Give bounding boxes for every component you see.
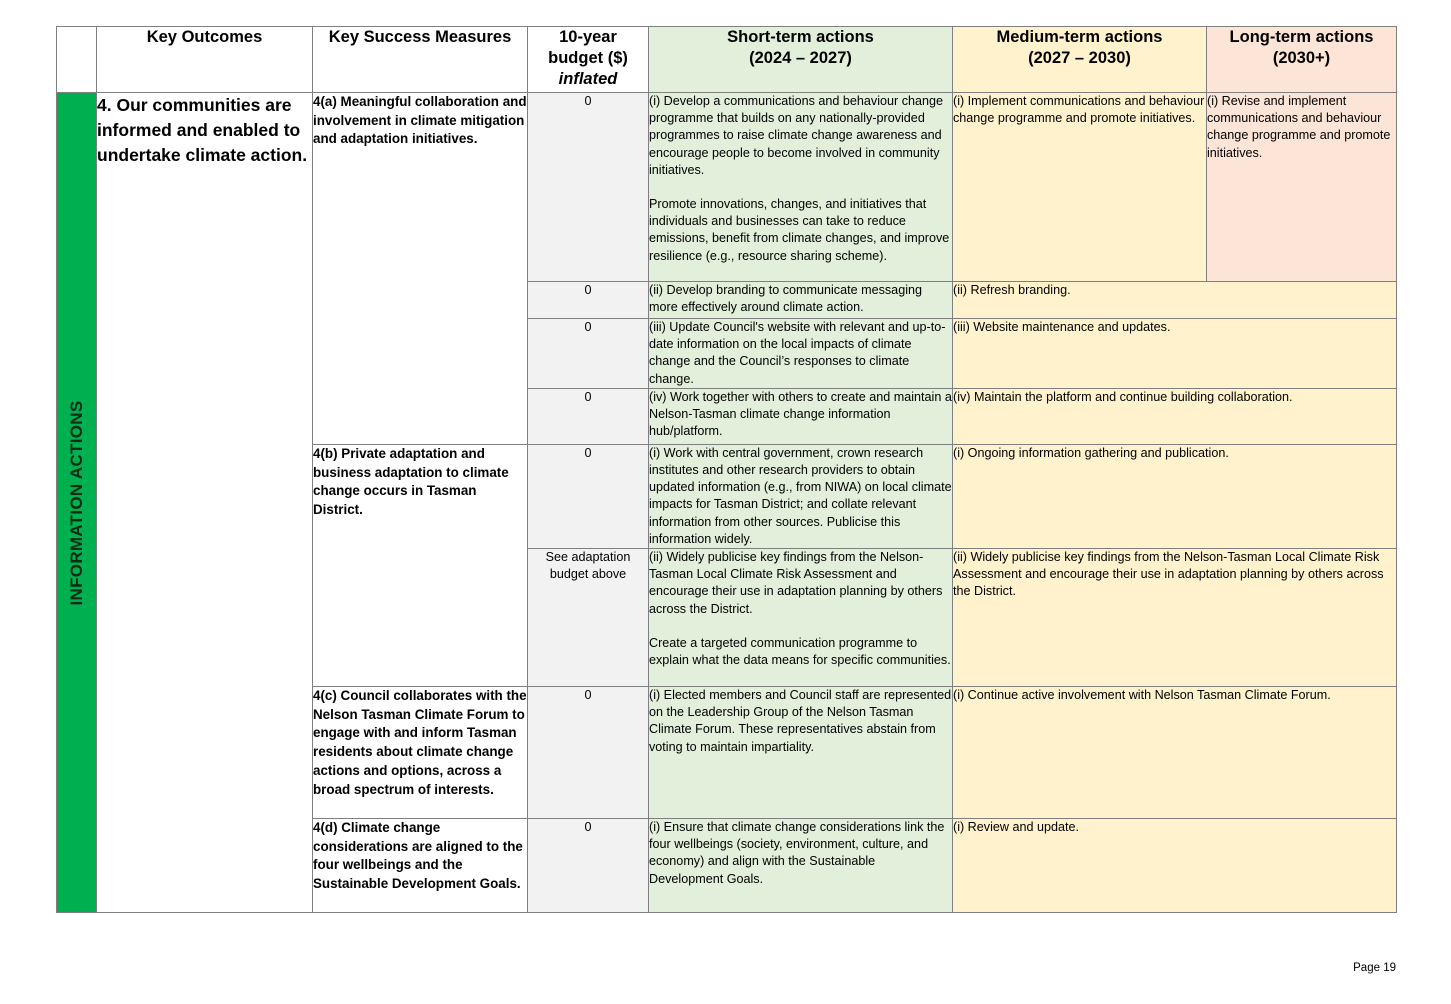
- budget-cell: 0: [528, 819, 649, 913]
- measure-4a: 4(a) Meaningful collaboration and involvement in climate mitigation and adaptation initiatives.: [313, 93, 528, 445]
- medium-long-term-action: (i) Ongoing information gathering and publication.: [953, 444, 1397, 548]
- budget-cell: 0: [528, 388, 649, 444]
- short-term-action: (i) Work with central government, crown research institutes and other research providers to obtain updated information (e.g., from NIWA) on local climate impacts for Tasman District; and collate relevant information from other sources. Publicise this information widely.: [649, 444, 953, 548]
- header-row: [57, 27, 1397, 93]
- long-term-action: (i) Revise and implement communications and behaviour change programme and promote initiatives.: [1207, 93, 1397, 282]
- medium-term-action: (i) Implement communications and behaviour change programme and promote initiatives.: [953, 93, 1207, 282]
- measure-4c: 4(c) Council collaborates with the Nelson Tasman Climate Forum to engage with and inform Tasman residents about climate change actions and options, across a broad spectrum of interests.: [313, 687, 528, 819]
- actions-table: [56, 26, 1397, 913]
- header-key-success-measures: Key Success Measures: [313, 27, 528, 93]
- budget-cell: See adaptation budget above: [528, 549, 649, 687]
- header-blank: [57, 27, 97, 93]
- key-outcome: 4. Our communities are informed and enabled to undertake climate action.: [97, 93, 313, 913]
- header-short-term: Short-term actions (2024 – 2027): [649, 27, 953, 93]
- short-term-action: (iv) Work together with others to create and maintain a Nelson-Tasman climate change information hub/platform.: [649, 388, 953, 444]
- section-label-cell: [57, 93, 97, 913]
- budget-cell: 0: [528, 93, 649, 282]
- short-term-action: (ii) Develop branding to communicate messaging more effectively around climate action.: [649, 282, 953, 319]
- page-number: Page 19: [1353, 962, 1396, 974]
- medium-long-term-action: (i) Review and update.: [953, 819, 1397, 913]
- header-medium-term: Medium-term actions (2027 – 2030): [953, 27, 1207, 93]
- measure-4d: 4(d) Climate change considerations are aligned to the four wellbeings and the Sustainable Development Goals.: [313, 819, 528, 913]
- table-row: [57, 93, 1397, 282]
- short-term-action: (ii) Widely publicise key findings from the Nelson-Tasman Local Climate Risk Assessment and encourage their use in adaptation planning by others across the District. Create a targeted communication programme to explain what the data means for specific communities.: [649, 549, 953, 687]
- header-key-outcomes: Key Outcomes: [97, 27, 313, 93]
- short-term-action: (iii) Update Council's website with relevant and up-to-date information on the local impacts of climate change and the Council’s responses to climate change.: [649, 319, 953, 389]
- budget-cell: 0: [528, 319, 649, 389]
- budget-cell: 0: [528, 282, 649, 319]
- header-long-term: Long-term actions (2030+): [1207, 27, 1397, 93]
- budget-cell: 0: [528, 444, 649, 548]
- medium-long-term-action: (ii) Widely publicise key findings from the Nelson-Tasman Local Climate Risk Assessment and encourage their use in adaptation planning by others across the District.: [953, 549, 1397, 687]
- medium-long-term-action: (iv) Maintain the platform and continue building collaboration.: [953, 388, 1397, 444]
- medium-long-term-action: (ii) Refresh branding.: [953, 282, 1397, 319]
- short-term-action: (i) Elected members and Council staff are represented on the Leadership Group of the Nelson Tasman Climate Forum. These representatives abstain from voting to maintain impartiality.: [649, 687, 953, 819]
- budget-cell: 0: [528, 687, 649, 819]
- measure-4b: 4(b) Private adaptation and business adaptation to climate change occurs in Tasman District.: [313, 444, 528, 686]
- section-label: INFORMATION ACTIONS: [66, 400, 86, 605]
- medium-long-term-action: (iii) Website maintenance and updates.: [953, 319, 1397, 389]
- medium-long-term-action: (i) Continue active involvement with Nelson Tasman Climate Forum.: [953, 687, 1397, 819]
- short-term-action: (i) Develop a communications and behaviour change programme that builds on any nationally-provided programmes to raise climate change awareness and encourage people to become involved in community initiatives. Promote innovations, changes, and initiatives that individuals and businesses can take to reduce emissions, benefit from climate changes, and improve resilience (e.g., resource sharing scheme).: [649, 93, 953, 282]
- short-term-action: (i) Ensure that climate change considerations link the four wellbeings (society, environment, culture, and economy) and align with the Sustainable Development Goals.: [649, 819, 953, 913]
- header-budget: 10-year budget ($) inflated: [528, 27, 649, 93]
